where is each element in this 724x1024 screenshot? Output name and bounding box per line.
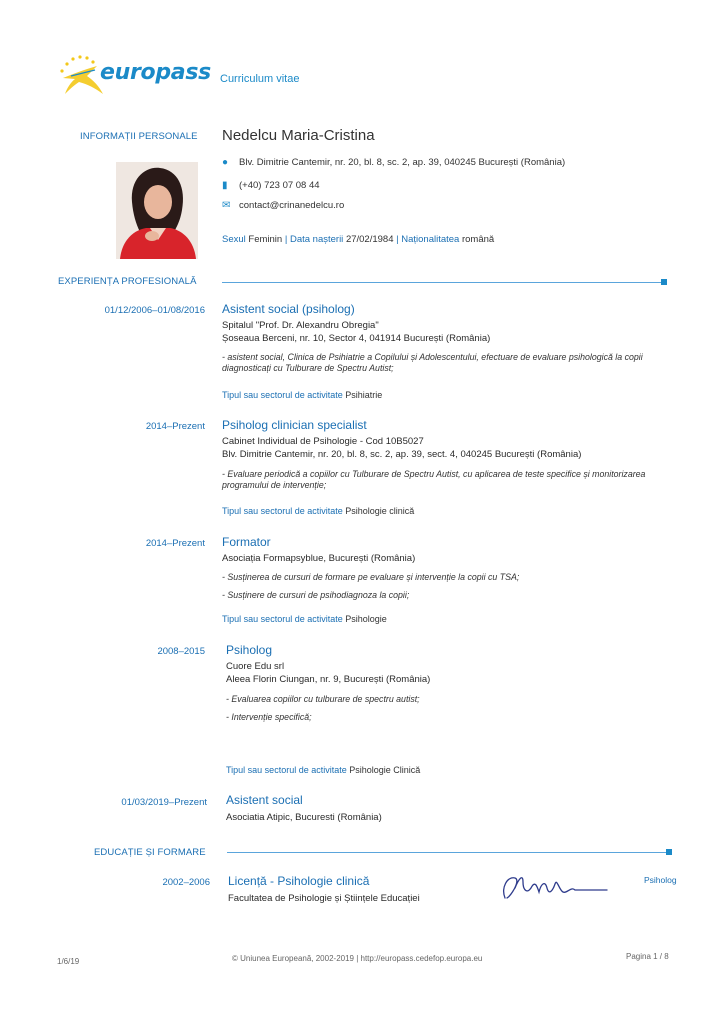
birth-label: Data nașterii <box>289 234 344 245</box>
job-title: Psiholog clinician specialist <box>222 418 367 432</box>
section-divider-end <box>661 279 667 285</box>
job-description: - Evaluarea copiilor cu tulburare de spectru autist; <box>226 694 420 704</box>
sex-label: Sexul <box>222 234 246 245</box>
sex-value: Feminin <box>248 234 283 245</box>
job-sector: Tipul sau sectorul de activitate Psihiatrie <box>222 390 383 400</box>
job-description: - asistent social, Clinica de Psihiatrie a Copilului și Adolescentului, efectuare de evaluare psihologică la copii diagnosticați cu Tulburare de Spectru Autist; <box>222 352 643 373</box>
education-institution: Facultatea de Psihologie și Științele Educației <box>228 893 420 904</box>
footer-copyright[interactable]: © Uniunea Europeană, 2002-2019 | http://europass.cedefop.europa.eu <box>232 954 483 963</box>
job-title: Asistent social <box>226 793 303 807</box>
person-name: Nedelcu Maria-Cristina <box>222 127 375 144</box>
job-address: Șoseaua Berceni, nr. 10, Sector 4, 041914 București (România) <box>222 333 491 344</box>
job-sector: Tipul sau sectorul de activitate Psihologie clinică <box>222 506 415 516</box>
education-title: Licență - Psihologie clinică <box>228 874 370 888</box>
job-date: 2014–Prezent <box>145 421 205 432</box>
location-pin-icon: ● <box>222 157 229 168</box>
section-label-personal: INFORMAȚII PERSONALE <box>80 131 198 142</box>
document-title: Curriculum vitae <box>220 73 300 85</box>
handwritten-signature <box>497 868 617 908</box>
email-row <box>222 200 344 211</box>
job-date: 01/12/2006–01/08/2016 <box>104 305 205 316</box>
job-date: 01/03/2019–Prezent <box>121 797 207 808</box>
job-title: Psiholog <box>226 643 273 657</box>
job-description: - Susținerea de cursuri de formare pe evaluare și intervenție la copii cu TSA; <box>222 572 520 582</box>
section-divider <box>222 282 664 283</box>
footer-date: 1/6/19 <box>57 957 80 966</box>
phone-icon: ▮ <box>222 180 228 191</box>
address-text: Blv. Dimitrie Cantemir, nr. 20, bl. 8, sc. 2, ap. 39, 040245 București (România) <box>239 157 566 168</box>
profile-photo <box>116 162 198 259</box>
footer-page-number: Pagina 1 / 8 <box>626 952 669 961</box>
job-description: - Evaluare periodică a copiilor cu Tulburare de Spectru Autist, cu aplicarea de teste specifice și monitorizarea programului de intervenție; <box>222 469 646 490</box>
job-sector: Tipul sau sectorul de activitate Psihologie <box>222 614 387 624</box>
address-row <box>222 157 565 168</box>
job-description: - Intervenție specifică; <box>226 712 312 722</box>
birth-value: 27/02/1984 <box>345 234 394 245</box>
job-date: 2008–2015 <box>157 646 205 657</box>
job-address: Aleea Florin Ciungan, nr. 9, București (România) <box>226 674 431 685</box>
education-side-label: Psiholog <box>644 875 677 885</box>
job-sector: Tipul sau sectorul de activitate Psihologie Clinică <box>226 765 421 775</box>
job-date: 2014–Prezent <box>145 538 205 549</box>
section-label-education: EDUCAȚIE ȘI FORMARE <box>94 847 206 858</box>
personal-details: Sexul Feminin | Data nașterii 27/02/1984 | Naționalitatea română <box>222 234 495 245</box>
job-description: - Susținere de cursuri de psihodiagnoza la copii; <box>222 590 410 600</box>
job-employer: Cuore Edu srl <box>226 661 285 672</box>
phone-text: (+40) 723 07 08 44 <box>239 180 320 191</box>
section-label-experience: EXPERIENȚA PROFESIONALĂ <box>58 276 197 287</box>
job-employer: Asociatia Atipic, Bucuresti (România) <box>226 812 382 823</box>
job-employer: Asociația Formapsyblue, București (România) <box>222 553 416 564</box>
nationality-value: română <box>461 234 495 245</box>
europass-wordmark: europass <box>100 60 211 85</box>
email-text[interactable]: contact@crinanedelcu.ro <box>239 200 345 211</box>
section-divider <box>227 852 669 853</box>
email-icon: ✉ <box>222 200 231 211</box>
job-employer: Cabinet Individual de Psihologie - Cod 10B5027 <box>222 436 424 447</box>
job-title: Formator <box>222 535 271 549</box>
phone-row <box>222 180 320 191</box>
nationality-label: Naționalitatea <box>401 234 460 245</box>
job-title: Asistent social (psiholog) <box>222 302 355 316</box>
education-date: 2002–2006 <box>162 877 210 888</box>
section-divider-end <box>666 849 672 855</box>
job-address: Blv. Dimitrie Cantemir, nr. 20, bl. 8, sc. 2, ap. 39, sect. 4, 040245 București (România) <box>222 449 582 460</box>
job-employer: Spitalul "Prof. Dr. Alexandru Obregia" <box>222 320 379 331</box>
